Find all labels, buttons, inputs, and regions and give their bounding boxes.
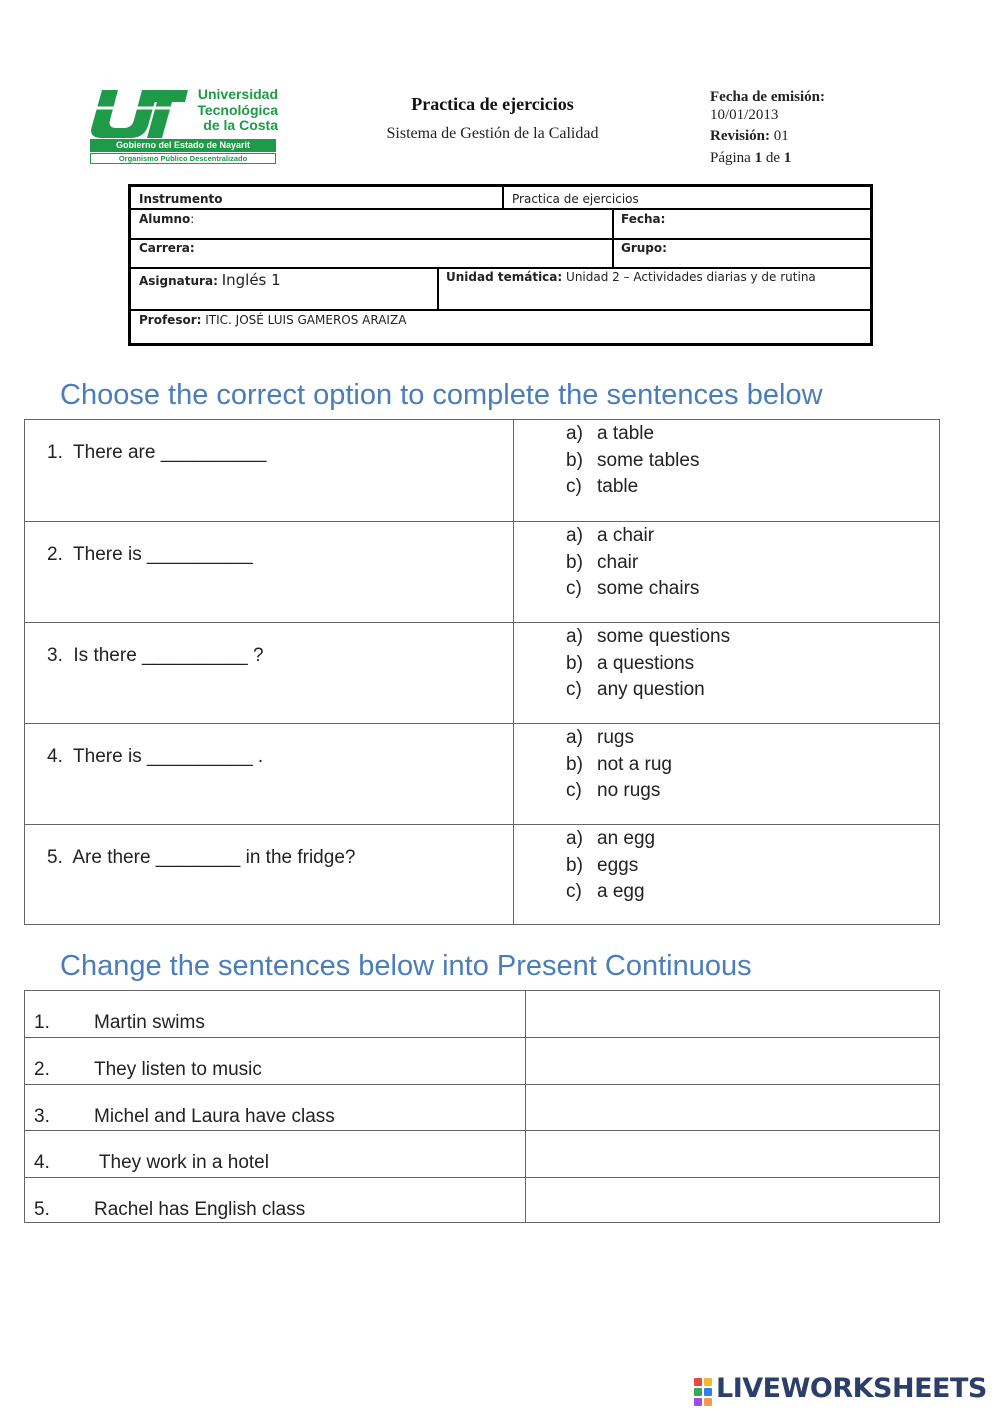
divider (131, 267, 870, 269)
option-letter: c) (566, 679, 582, 701)
option-list (566, 421, 699, 501)
alumno-field[interactable] (139, 212, 194, 226)
option-text: any question (597, 679, 705, 701)
option-b[interactable] (566, 448, 699, 475)
option-text: chair (597, 551, 639, 573)
university-name-line: Tecnológica (197, 101, 278, 118)
question-text: 3. Is there __________ ? (47, 645, 264, 666)
document-subtitle: Sistema de Gestión de la Calidad (386, 125, 599, 142)
answer-input[interactable] (529, 1134, 937, 1176)
instrumento-value: Practica de ejercicios (512, 192, 639, 206)
profesor (139, 313, 406, 327)
multiple-choice-table (24, 419, 940, 925)
page-indicator (710, 148, 825, 168)
option-letter: b) (566, 449, 583, 471)
question-row (25, 521, 939, 623)
option-c[interactable] (566, 576, 699, 603)
document-title: Practica de ejercicios (411, 94, 574, 114)
brand-square-icon (704, 1398, 712, 1406)
option-b[interactable] (566, 752, 672, 779)
option-c[interactable] (566, 474, 699, 501)
option-letter: a) (566, 525, 583, 546)
sentence-row (25, 1037, 939, 1084)
brand-text: LIVEWORKSHEETS (716, 1373, 987, 1404)
question-text: 2. There is __________ (47, 544, 253, 565)
divider (612, 208, 614, 268)
option-letter: a) (566, 828, 583, 849)
option-letter: c) (566, 578, 582, 600)
brand-square-icon (694, 1398, 702, 1406)
option-text: table (597, 476, 639, 498)
sentence-text: Rachel has English class (94, 1198, 306, 1220)
profesor-value: ITIC. JOSÉ LUIS GAMEROS ARAIZA (205, 313, 407, 327)
sentence-row (25, 991, 939, 1037)
row-number: 5. (34, 1198, 50, 1220)
divider (131, 208, 870, 210)
unidad-label: Unidad temática: (446, 270, 563, 284)
revision (710, 126, 825, 146)
option-text: a egg (597, 881, 645, 903)
option-letter: c) (566, 881, 582, 903)
option-list (566, 523, 699, 603)
alumno-colon: : (190, 212, 195, 226)
issue-date-label: Fecha de emisión: (710, 89, 825, 105)
fecha-field[interactable]: Fecha: (621, 212, 666, 226)
question-row (25, 420, 939, 521)
option-text: a questions (597, 652, 695, 674)
option-a[interactable] (566, 826, 655, 853)
option-text: some tables (597, 449, 700, 471)
option-text: eggs (597, 854, 639, 876)
row-number: 2. (34, 1059, 50, 1081)
page-total: 1 (783, 150, 792, 166)
sentence-text: They work in a hotel (94, 1152, 269, 1174)
sentence-text: Michel and Laura have class (94, 1105, 335, 1127)
divider (131, 238, 870, 240)
option-text: a table (597, 423, 655, 444)
revision-value: 01 (773, 128, 789, 144)
option-text: no rugs (597, 780, 661, 802)
brand-square-icon (704, 1378, 712, 1386)
unidad-value: Unidad 2 – Actividades diarias y de rutina (566, 270, 816, 284)
section-title-choose: Choose the correct option to complete the sentences below (60, 379, 823, 411)
issue-date-value: 10/01/2013 (710, 107, 779, 123)
carrera-field[interactable]: Carrera: (139, 241, 195, 255)
option-c[interactable] (566, 677, 730, 704)
grupo-field[interactable]: Grupo: (621, 241, 667, 255)
option-text: some questions (597, 626, 731, 647)
sentence-row (25, 1084, 939, 1131)
brand-square-icon (694, 1388, 702, 1396)
page-prefix: Página (710, 150, 751, 166)
page-current: 1 (754, 150, 763, 166)
option-text: a chair (597, 525, 655, 546)
answer-input[interactable] (529, 994, 937, 1036)
sentence-text: They listen to music (94, 1059, 262, 1081)
sentence-row (25, 1177, 939, 1224)
revision-label: Revisión: (710, 128, 770, 144)
option-b[interactable] (566, 853, 655, 880)
option-text: some chairs (597, 578, 700, 600)
brand-square-icon (694, 1378, 702, 1386)
option-c[interactable] (566, 778, 672, 805)
answer-input[interactable] (529, 1181, 937, 1223)
question-row (25, 622, 939, 724)
option-b[interactable] (566, 550, 699, 577)
option-a[interactable] (566, 523, 699, 550)
question-row (25, 824, 939, 926)
answer-input[interactable] (529, 1041, 937, 1083)
university-name-line: de la Costa (203, 117, 278, 133)
option-text: rugs (597, 727, 634, 748)
brand-square-icon (704, 1388, 712, 1396)
option-letter: b) (566, 854, 583, 876)
option-letter: b) (566, 551, 583, 573)
divider (437, 267, 439, 309)
option-text: not a rug (597, 753, 672, 775)
option-text: an egg (597, 828, 656, 849)
unidad (446, 270, 816, 284)
question-text: 4. There is __________ . (47, 746, 264, 767)
page-separator: de (765, 150, 780, 166)
asignatura-value: Inglés 1 (221, 271, 281, 289)
organization-label: Organismo Público Descentralizado (90, 153, 276, 164)
row-number: 4. (34, 1152, 50, 1174)
university-name-line: Universidad (197, 86, 278, 102)
option-letter: a) (566, 626, 583, 647)
option-b[interactable] (566, 651, 730, 678)
section-title-present-continuous: Change the sentences below into Present Continuous (60, 950, 752, 982)
sentence-row (25, 1130, 939, 1177)
divider (131, 309, 870, 311)
question-text: 1. There are __________ (47, 442, 267, 463)
row-number: 1. (34, 1012, 50, 1033)
government-banner: Gobierno del Estado de Nayarit (90, 139, 276, 152)
option-letter: a) (566, 727, 583, 748)
asignatura (139, 271, 281, 289)
option-a[interactable] (566, 725, 672, 752)
sentence-text: Martin swims (94, 1012, 205, 1033)
option-letter: c) (566, 780, 582, 802)
university-name (192, 87, 278, 134)
instrumento-label: Instrumento (139, 192, 223, 206)
ut-logo-mark-icon (88, 86, 188, 140)
university-logo (88, 86, 278, 166)
option-a[interactable] (566, 624, 730, 651)
question-row (25, 723, 939, 825)
asignatura-label: Asignatura: (139, 274, 218, 288)
option-letter: b) (566, 652, 583, 674)
student-info-box (128, 184, 873, 346)
row-number: 3. (34, 1105, 50, 1127)
answer-input[interactable] (529, 1088, 937, 1130)
option-list (566, 826, 655, 906)
present-continuous-table (24, 990, 940, 1223)
option-letter: a) (566, 423, 583, 444)
option-list (566, 624, 730, 704)
option-c[interactable] (566, 879, 655, 906)
option-list (566, 725, 672, 805)
divider (502, 187, 504, 208)
option-a[interactable] (566, 421, 699, 448)
alumno-label: Alumno (139, 212, 191, 226)
profesor-label: Profesor: (139, 313, 202, 327)
question-text: 5. Are there ________ in the fridge? (47, 847, 356, 868)
option-letter: b) (566, 753, 583, 775)
document-meta (710, 87, 825, 168)
option-letter: c) (566, 476, 582, 498)
